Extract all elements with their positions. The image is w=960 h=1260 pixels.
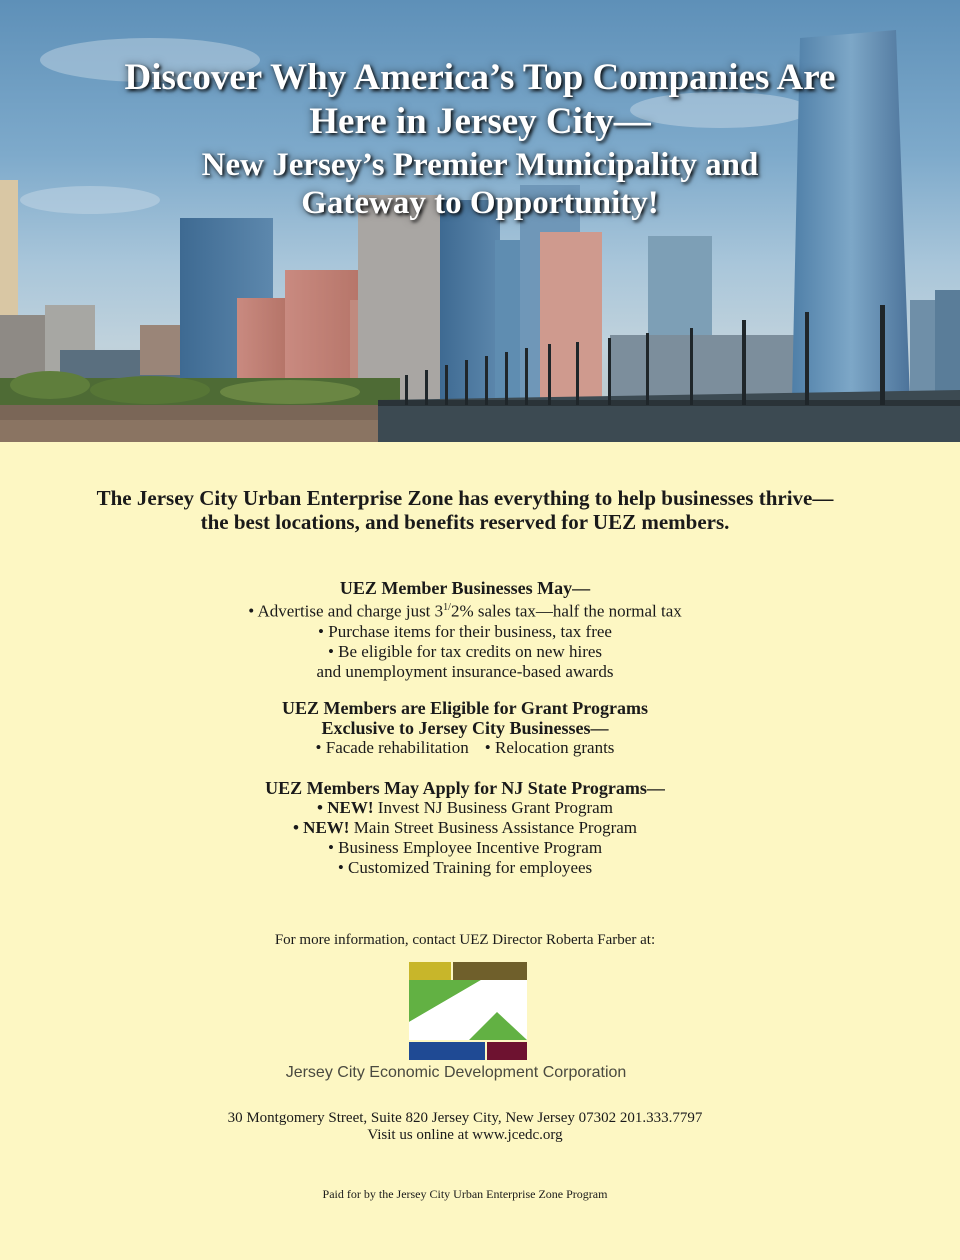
state-invest-nj-text: Invest NJ Business Grant Program	[373, 798, 613, 817]
address-line: 30 Montgomery Street, Suite 820 Jersey City, New Jersey 07302 201.333.7797	[227, 1110, 703, 1126]
state-main-street-text: Main Street Business Assistance Program	[349, 818, 638, 837]
benefit-sales-tax-post: 2% sales tax—half the normal tax	[450, 601, 682, 621]
website-line: Visit us online at www.jcedc.org	[367, 1127, 563, 1143]
member-benefits-heading: UEZ Member Businesses May—	[339, 578, 591, 598]
grant-items	[0, 738, 930, 758]
state-employee-incentive: • Business Employee Incentive Program	[327, 838, 603, 857]
organization-name: Jersey City Economic Development Corporation	[285, 1064, 627, 1081]
state-programs-heading: UEZ Members May Apply for NJ State Programs—	[265, 778, 665, 798]
state-customized-training: • Customized Training for employees	[337, 858, 593, 877]
state-programs-section	[0, 778, 930, 878]
state-main-street	[0, 818, 930, 838]
address-block	[0, 1110, 930, 1144]
grant-programs-section	[0, 698, 930, 758]
hero-line-2: Here in Jersey City—	[309, 101, 651, 142]
hero-headline	[0, 56, 960, 222]
state-invest-nj	[0, 798, 930, 818]
grant-facade: • Facade rehabilitation	[315, 738, 469, 757]
benefit-sales-tax-sup: 1/	[443, 602, 451, 613]
benefit-tax-free: • Purchase items for their business, tax free	[318, 621, 612, 641]
benefit-sales-tax-pre: • Advertise and charge just 3	[248, 601, 444, 621]
grant-programs-heading-2: Exclusive to Jersey City Businesses—	[321, 718, 609, 738]
grant-programs-heading-1: UEZ Members are Eligible for Grant Programs	[282, 698, 648, 718]
hero-line-4: Gateway to Opportunity!	[301, 185, 659, 221]
hero-skyline-banner	[0, 0, 960, 442]
intro-line-2: the best locations, and benefits reserved for UEZ members.	[200, 510, 730, 534]
benefit-awards: and unemployment insurance-based awards	[316, 661, 614, 681]
new-badge: • NEW!	[292, 818, 350, 837]
new-badge: • NEW!	[317, 798, 374, 817]
hero-line-3: New Jersey’s Premier Municipality and	[201, 147, 759, 183]
intro-line-1: The Jersey City Urban Enterprise Zone has everything to help businesses thrive—	[96, 486, 834, 510]
benefit-tax-credits: • Be eligible for tax credits on new hires	[327, 641, 603, 661]
paid-for-footer: Paid for by the Jersey City Urban Enterprise Zone Program	[322, 1187, 608, 1201]
benefit-sales-tax	[0, 598, 930, 622]
hero-line-1: Discover Why America’s Top Companies Are	[124, 57, 836, 98]
contact-line: For more information, contact UEZ Director Roberta Farber at:	[274, 932, 656, 948]
jcedc-logo-icon	[409, 962, 527, 1060]
intro-paragraph	[0, 486, 930, 534]
member-benefits-section	[0, 578, 930, 682]
grant-relocation: • Relocation grants	[484, 738, 615, 757]
